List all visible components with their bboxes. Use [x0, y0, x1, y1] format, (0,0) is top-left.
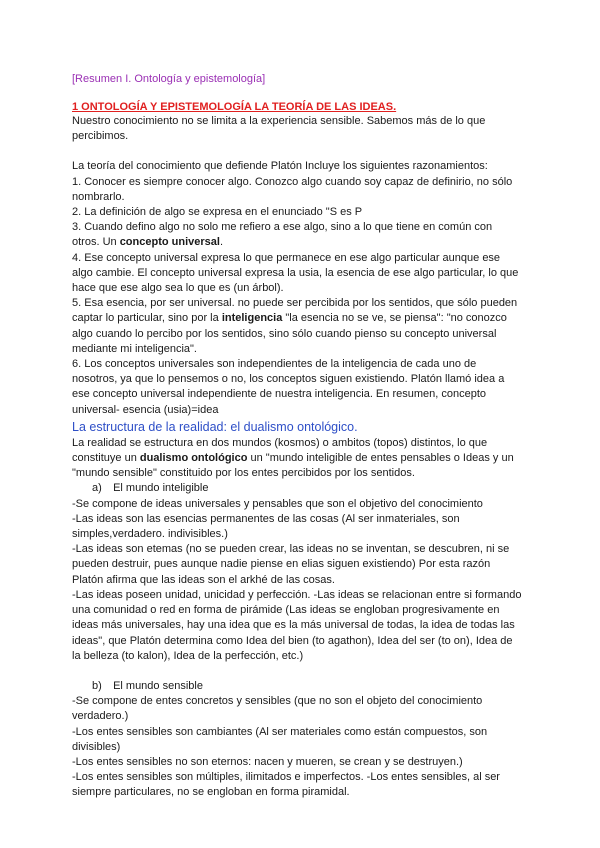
summary-tag: [Resumen I. Ontología y epistemología] [72, 73, 266, 85]
reasoning-4: 4. Ese concepto universal expresa lo que permanece en ese algo particular aunque ese algo cambie. El concepto universal expresa la usia, la esencia de ese algo particular, lo que hace que ese algo sea lo que es (un árbol). [72, 251, 519, 295]
reasoning-1: 1. Conocer es siempre conocer algo. Conozco algo cuando soy capaz de definirio, no sólo nombrarlo. [72, 175, 513, 203]
section-heading: La estructura de la realidad: el dualismo ontológico. [72, 419, 358, 434]
reasoning-3: 3. Cuando defino algo no solo me refiero a ese algo, sino a lo que tiene en común con otros. Un concepto universal. [72, 221, 493, 249]
subsection-b-heading: b) El mundo sensible [92, 679, 203, 692]
sensible-item-1: -Se compone de entes concretos y sensibles (que no son el objeto del conocimiento verdadero.) [72, 695, 483, 723]
reasoning-6: 6. Los conceptos universales son independientes de la inteligencia de cada uno de nosotros, ya que lo pensemos o no, los conceptos siguen existiendo. Platón llamó idea a ese concepto universal independiente de nuestra inteligencia. En resumen, concepto universal- esencia (usia)=idea [72, 358, 505, 416]
sensible-item-4: -Los entes sensibles son múltiples, ilimitados e imperfectos. -Los entes sensibles, al ser siempre particulares, no se engloban en forma piramidal. [72, 771, 500, 799]
main-heading: 1 ONTOLOGÍA Y EPISTEMOLOGÍA LA TEORÍA DE LAS IDEAS. [72, 101, 397, 113]
intelligible-item-3: -Las ideas son etemas (no se pueden crear, las ideas no se inventan, se descubren, ni se pueden destruir, pues aunque nadie piense en elias siguen existiendo) Por esta razón Platón afirma que las ideas son el arkhé de las cosas. [72, 543, 510, 586]
intro-paragraph: Nuestro conocimiento no se limita a la experiencia sensible. Sabemos más de lo que percibimos. [72, 115, 486, 143]
intelligible-item-4: -Las ideas poseen unidad, unicidad y perfección. -Las ideas se relacionan entre si formando una comunidad o red en forma de pirámide (Las ideas se engloban progresivamente en ideas más universales, hay una idea que es la más universal de todas, la idea de todas las ideas", que Platón determina como Idea del bien (to agathon), Idea del ser (to on), Idea de la belleza (to kalon), Idea de la perfección, etc.) [72, 588, 522, 662]
reasoning-5: 5. Esa esencia, por ser universal. no puede ser percibida por los sentidos, que sólo pueden captar lo particular, sino por la inteligencia "la esencia no se ve, se piensa": "no conozco algo cuando lo percibo por los sentidos, sino sólo cuando pienso su concepto universal mediante mi inteligencia". [72, 297, 518, 355]
sensible-item-2: -Los entes sensibles son cambiantes (Al ser materiales como están compuestos, son divisibles) [72, 725, 488, 753]
bold-term: inteligencia [221, 312, 283, 325]
bold-term: dualismo ontológico [139, 452, 248, 465]
sensible-item-3: -Los entes sensibles no son eternos: nacen y mueren, se crean y se destruyen.) [72, 755, 463, 768]
intelligible-item-1: -Se compone de ideas universales y pensables que son el objetivo del conocimiento [72, 497, 483, 510]
dualism-paragraph: La realidad se estructura en dos mundos (kosmos) o ambitos (topos) distintos, lo que constituye un dualismo ontológico un "mundo inteligible de entes pensables o Ideas y un "mundo sensible" constituido por los entes percibidos por los sentidos. [72, 436, 514, 480]
bold-term: concepto universal [119, 236, 220, 249]
subsection-a-heading: a) El mundo inteligible [92, 482, 209, 495]
reasoning-2: 2. La definición de algo se expresa en el enunciado "S es P [72, 206, 363, 219]
lead-paragraph: La teoría del conocimiento que defiende Platón Incluye los siguientes razonamientos: [72, 160, 488, 173]
intelligible-item-2: -Las ideas son las esencias permanentes de las cosas (Al ser inmateriales, son simples,verdadero. indivisibles.) [72, 512, 460, 541]
